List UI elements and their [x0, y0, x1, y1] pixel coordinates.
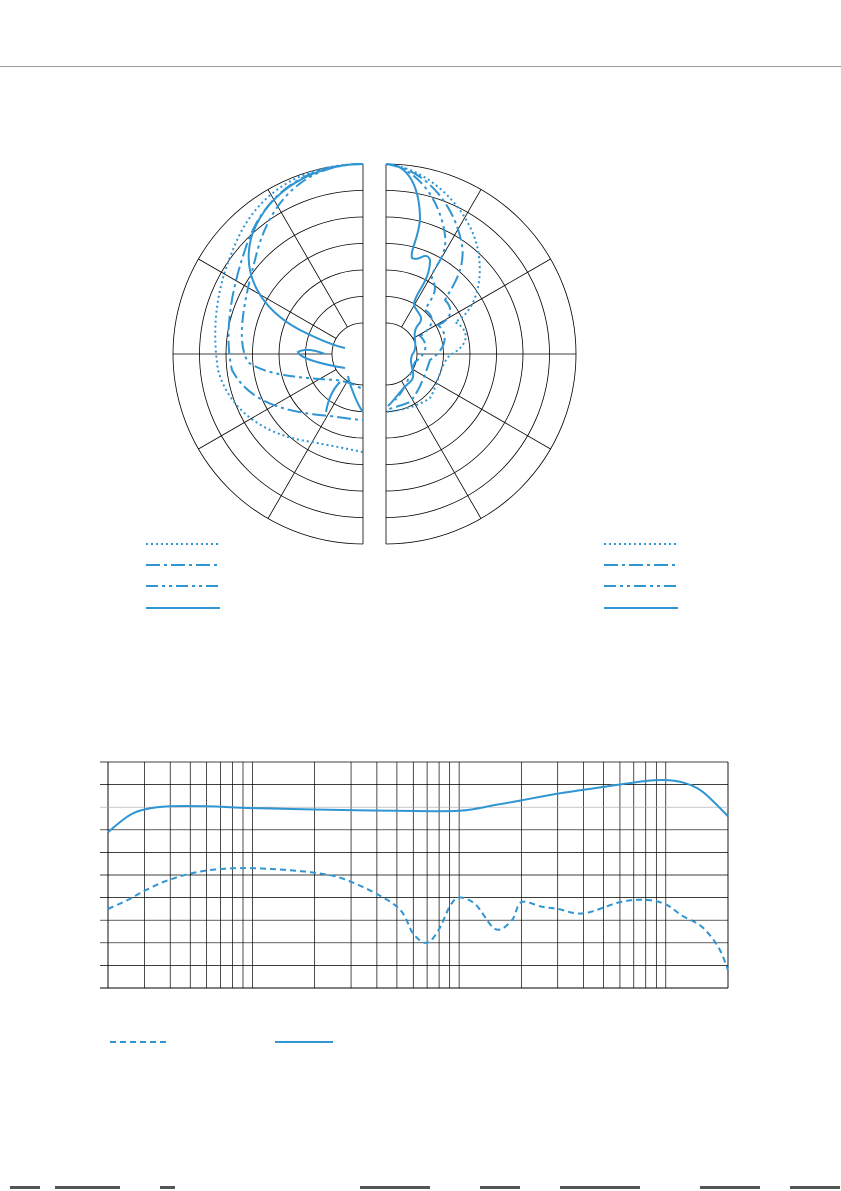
freq-series-solid	[108, 780, 728, 832]
polar-half-right	[386, 164, 576, 544]
footer-segment	[560, 1186, 640, 1189]
polar-half-left	[173, 164, 363, 544]
freq-grid	[100, 762, 728, 988]
polar-spoke	[413, 370, 551, 450]
footer-segment	[360, 1186, 430, 1189]
polar-spoke	[402, 381, 482, 519]
polar-curve-right-solid	[386, 164, 430, 406]
freq-series-dashed	[108, 868, 728, 970]
header-rule	[0, 66, 841, 67]
frequency-legend	[0, 1030, 841, 1055]
polar-spoke	[198, 370, 336, 450]
frequency-response-chart	[0, 740, 841, 1000]
polar-curve-right-dotted	[386, 164, 480, 412]
footer-segment	[10, 1186, 40, 1189]
footer-segment	[480, 1186, 520, 1189]
polar-diagram	[0, 150, 841, 550]
polar-curves-right	[386, 164, 480, 412]
footer-strip	[0, 1184, 841, 1191]
footer-segment	[700, 1186, 760, 1189]
footer-segment	[160, 1186, 175, 1189]
footer-segment	[55, 1186, 120, 1189]
polar-legend	[0, 530, 841, 620]
polar-curve-right-dash-dot-dot	[386, 164, 445, 400]
footer-segment	[790, 1186, 840, 1189]
polar-ring	[332, 323, 363, 385]
polar-spoke	[198, 259, 336, 339]
